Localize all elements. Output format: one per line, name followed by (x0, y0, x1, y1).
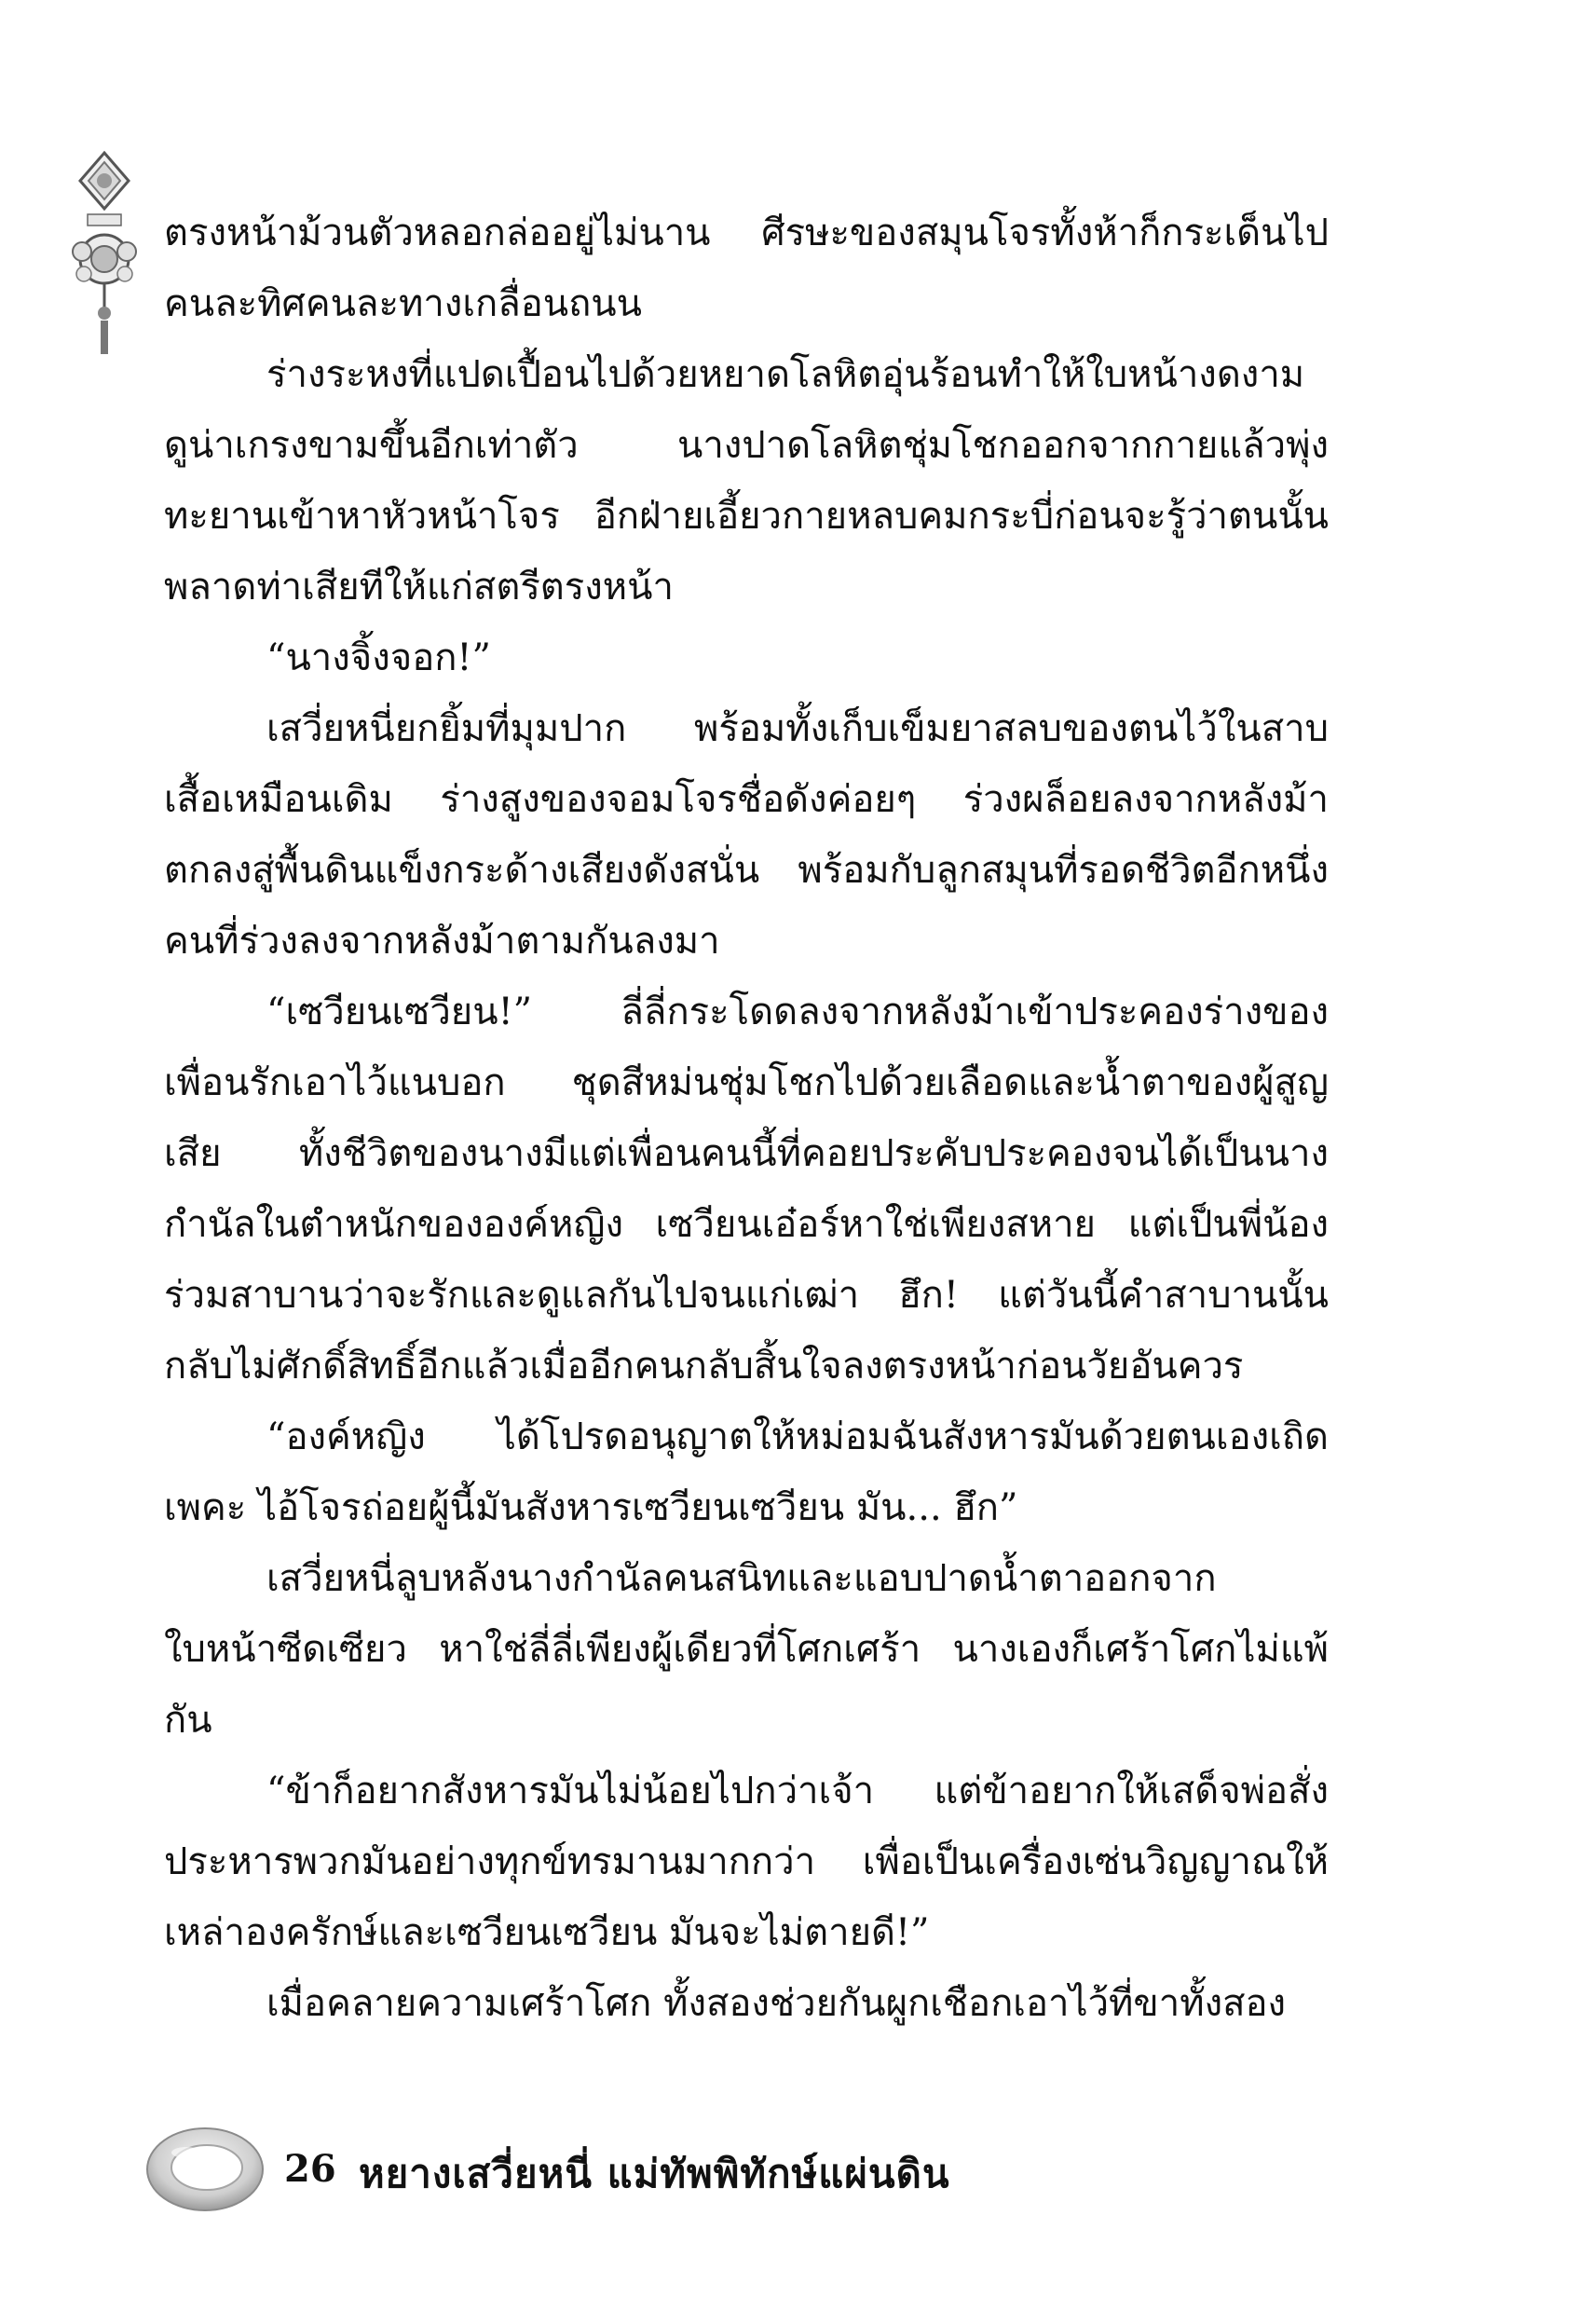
ornament-emblem-icon (67, 149, 142, 363)
paragraph: “ข้าก็อยากสังหารมันไม่น้อยไปกว่าเจ้า แต่ข้าอยากให้เสด็จพ่อสั่งประหารพวกมันอย่างทุกข์ทรมานมากกว่า เพื่อเป็นเครื่องเซ่นวิญญาณให้เหล่าองครักษ์และเซวียนเซวียน มันจะไม่ตายดี!” (164, 1770, 1329, 1954)
paragraph: เสวี่ยหนี่ยกยิ้มที่มุมปาก พร้อมทั้งเก็บเข็มยาสลบของตนไว้ในสาบเสื้อเหมือนเดิม ร่างสูงของจอมโจรชื่อดังค่อยๆ ร่วงผล็อยลงจากหลังม้า ตกลงสู่พื้นดินแข็งกระด้างเสียงดังสนั่น พร้อมกับลูกสมุนที่รอดชีวิตอีกหนึ่งคนที่ร่วงลงจากหลังม้าตามกันลงมา (164, 707, 1329, 963)
book-title: หยางเสวี่ยหนี่ แม่ทัพพิทักษ์แผ่นดิน (359, 2151, 950, 2196)
paragraph: “องค์หญิง ได้โปรดอนุญาตให้หม่อมฉันสังหารมันด้วยตนเองเถิดเพคะ ไอ้โจรถ่อยผู้นี้มันสังหารเซวียนเซวียน มัน... ฮึก” (164, 1415, 1329, 1529)
jade-ring-icon (140, 2115, 270, 2218)
paragraph: เมื่อคลายความเศร้าโศก ทั้งสองช่วยกันผูกเชือกเอาไว้ที่ขาทั้งสอง (266, 1982, 1287, 2025)
page-footer (130, 2115, 1342, 2227)
page-number: 26 (284, 2147, 336, 2191)
paragraph: ร่างระหงที่แปดเปื้อนไปด้วยหยาดโลหิตอุ่นร้อนทำให้ใบหน้างดงามดูน่าเกรงขามขึ้นอีกเท่าตัว นางปาดโลหิตชุ่มโชกออกจากกายแล้วพุ่งทะยานเข้าหาหัวหน้าโจร อีกฝ่ายเอี้ยวกายหลบคมกระบี่ก่อนจะรู้ว่าตนนั้นพลาดท่าเสียทีให้แก่สตรีตรงหน้า (164, 353, 1329, 609)
paragraph: “เซวียนเซวียน!” ลี่ลี่กระโดดลงจากหลังม้าเข้าประคองร่างของเพื่อนรักเอาไว้แนบอก ชุดสีหม่นชุ่มโชกไปด้วยเลือดและน้ำตาของผู้สูญเสีย ทั้งชีวิตของนางมีแต่เพื่อนคนนี้ที่คอยประคับประคองจนได้เป็นนางกำนัลในตำหนักขององค์หญิง เซวียนเอ๋อร์หาใช่เพียงสหาย แต่เป็นพี่น้องร่วมสาบานว่าจะรักและดูแลกันไปจนแก่เฒ่า ฮึก! แต่วันนี้คำสาบานนั้นกลับไม่ศักดิ์สิทธิ์อีกแล้วเมื่ออีกคนกลับสิ้นใจลงตรงหน้าก่อนวัยอันควร (164, 991, 1329, 1388)
paragraph: ตรงหน้าม้วนตัวหลอกล่ออยู่ไม่นาน ศีรษะของสมุนโจรทั้งห้าก็กระเด็นไปคนละทิศคนละทางเกลื่อนถนน (164, 212, 1329, 325)
page-body (164, 198, 1329, 2039)
paragraph: “นางจิ้งจอก!” (266, 636, 491, 679)
paragraph: เสวี่ยหนี่ลูบหลังนางกำนัลคนสนิทและแอบปาดน้ำตาออกจากใบหน้าซีดเซียว หาใช่ลี่ลี่เพียงผู้เดียวที่โศกเศร้า นางเองก็เศร้าโศกไม่แพ้กัน (164, 1557, 1329, 1742)
